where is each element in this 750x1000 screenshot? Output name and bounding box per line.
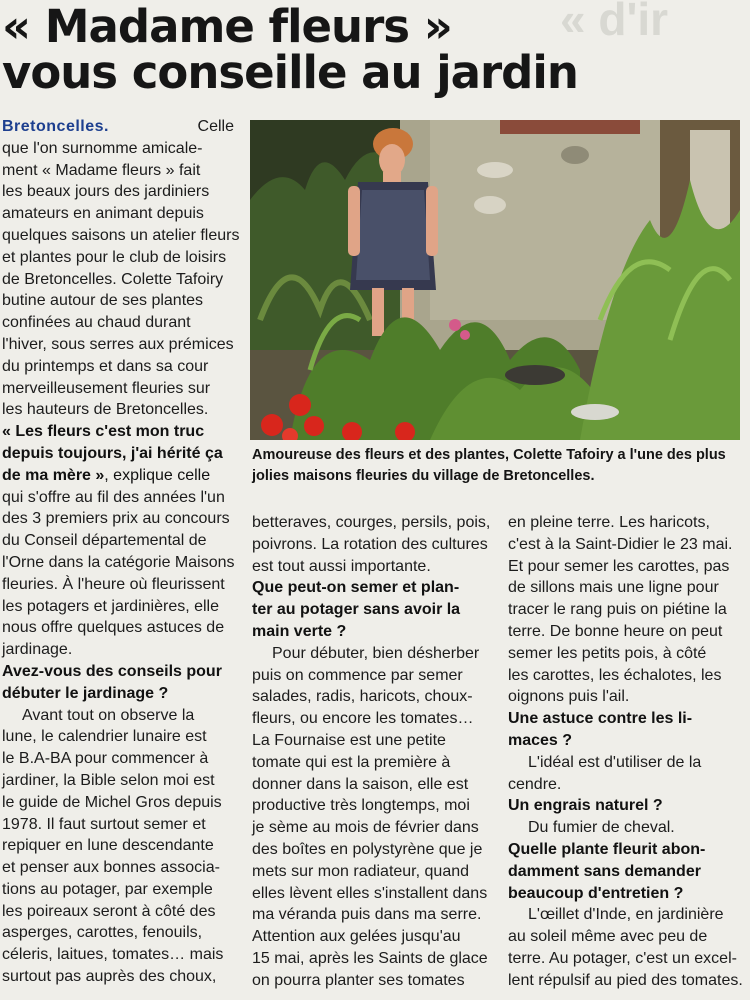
- question-line: Avez-vous des conseils pour: [2, 662, 222, 680]
- body-text-line: est tout aussi importante.: [252, 557, 431, 575]
- body-text-line: lune, le calendrier lunaire est: [2, 728, 207, 746]
- body-text-line: je sème au mois de février dans: [252, 819, 479, 837]
- question-line: Un engrais naturel ?: [508, 797, 663, 815]
- headline-line-2: vous conseille au jardin: [2, 46, 578, 99]
- body-text-line: jardinage.: [2, 641, 73, 659]
- garden-photo-illustration: [250, 120, 740, 440]
- column1-intro-lines: [2, 138, 240, 421]
- answer-2: [252, 643, 490, 992]
- quote-line: [2, 421, 234, 443]
- body-text-line: les potagers et jardinières, elle: [2, 597, 220, 615]
- question-heading-2: [252, 577, 490, 642]
- question-heading-5: [508, 839, 744, 904]
- body-text-line: cendre.: [508, 775, 562, 793]
- answer-3: [508, 752, 744, 796]
- body-text-line: les hauteurs de Bretoncelles.: [2, 401, 209, 419]
- body-text-line: merveilleusement fleuries sur: [2, 379, 211, 397]
- body-text-line: ma véranda puis dans ma serre.: [252, 906, 482, 924]
- body-text-line: asperges, carottes, fenouils,: [2, 924, 203, 942]
- question-heading-3: [508, 708, 744, 752]
- body-text-line: du Conseil départemental de: [2, 532, 207, 550]
- body-text-line: terre. De bonne heure on peut: [508, 622, 723, 640]
- question-line: ter au potager sans avoir la: [252, 601, 461, 619]
- quote-text: « Les fleurs c'est mon truc: [2, 423, 205, 441]
- body-text-line: repiquer en lune descendante: [2, 837, 214, 855]
- body-text-line: en pleine terre. Les haricots,: [508, 514, 710, 531]
- body-text-line: mets sur mon radiateur, quand: [252, 862, 470, 880]
- body-text-line: Pour débuter, bien désherber: [272, 644, 480, 662]
- quote-lines: [2, 421, 234, 486]
- body-text-line: Attention aux gelées jusqu'au: [252, 928, 461, 946]
- question-line: damment sans demander: [508, 862, 701, 880]
- body-text-line: tracer le rang puis on piétine la: [508, 601, 727, 619]
- body-text-line: c'est à la Saint-Didier le 23 mai.: [508, 535, 733, 553]
- body-text-line: le guide de Michel Gros depuis: [2, 793, 222, 811]
- quote-text: de ma mère »: [2, 466, 105, 484]
- body-text-line: au soleil même avec peu de: [508, 928, 708, 946]
- body-text-line: ment « Madame fleurs » fait: [2, 161, 201, 179]
- question-line: débuter le jardinage ?: [2, 684, 169, 702]
- question-line: main verte ?: [252, 622, 347, 640]
- body-text-line: l'hiver, sous serres aux prémices: [2, 335, 234, 353]
- question-line: Que peut-on semer et plan-: [252, 579, 460, 597]
- body-text-line: des boîtes en polystyrène que je: [252, 840, 483, 858]
- body-text-line: tomate qui est la première à: [252, 753, 451, 771]
- headline-line-1: « Madame fleurs »: [2, 0, 452, 53]
- body-text-line: fleurs, ou encore les tomates…: [252, 710, 474, 728]
- body-text-line: tions au potager, par exemple: [2, 880, 213, 898]
- body-text-line: l'Orne dans la catégorie Maisons: [2, 553, 235, 571]
- body-text-line: Et pour semer les carottes, pas: [508, 557, 730, 575]
- body-text-line: et penser aux bonnes associa-: [2, 859, 220, 877]
- body-text-line: productive très longtemps, moi: [252, 797, 470, 815]
- answer-4: [508, 817, 744, 839]
- question-line: beaucoup d'entretien ?: [508, 884, 684, 902]
- question-line: Une astuce contre les li-: [508, 710, 693, 728]
- body-text-line: salades, radis, haricots, choux-: [252, 688, 473, 706]
- body-text-line: de sillons mais une ligne pour: [508, 579, 719, 597]
- body-text-line: céleris, laitues, tomates… mais: [2, 946, 224, 964]
- body-text-line: Du fumier de cheval.: [528, 819, 675, 837]
- photo-caption: Amoureuse des fleurs et des plantes, Colette Tafoiry a l'une des plus jolies maisons fleuries du village de Bretoncelles.: [252, 447, 726, 484]
- quote-line: [2, 465, 234, 487]
- question-line: Quelle plante fleurit abon-: [508, 840, 706, 858]
- body-text-line: Celle: [197, 118, 234, 135]
- body-text-line: et plantes pour le club de loisirs: [2, 248, 227, 266]
- body-text-line: que l'on surnomme amicale-: [2, 139, 203, 157]
- body-text-line: butine autour de ses plantes: [2, 292, 204, 310]
- body-text-line: La Fournaise est une petite: [252, 731, 446, 749]
- answer-5: [508, 904, 744, 991]
- body-text-line: les beaux jours des jardiniers: [2, 183, 210, 201]
- body-text-line: on pourra planter ses tomates: [252, 971, 465, 989]
- column1-middle-lines: [2, 487, 234, 661]
- body-text-line: fleuries. À l'heure où fleurissent: [2, 575, 225, 593]
- body-text-line: puis on commence par semer: [252, 666, 463, 684]
- question-heading-1: [2, 661, 234, 705]
- body-text-line: de Bretoncelles. Colette Tafoiry: [2, 270, 224, 288]
- body-text-line: du printemps et dans sa cour: [2, 357, 209, 375]
- body-text-line: donner dans la saison, elle est: [252, 775, 469, 793]
- body-text-line: les poireaux seront à côté des: [2, 902, 216, 920]
- column3-intro-lines: [508, 512, 744, 708]
- column2-intro-lines: [252, 512, 490, 577]
- body-text-line: jardiner, la Bible selon moi est: [2, 771, 215, 789]
- body-text-line: qui s'offre au fil des années l'un: [2, 488, 225, 506]
- article-column-2: [252, 512, 490, 992]
- body-text-line: poivrons. La rotation des cultures: [252, 535, 488, 553]
- body-text-line: elles lèvent elles s'installent dans: [252, 884, 488, 902]
- quote-line: [2, 443, 234, 465]
- body-text-line: quelques saisons un atelier fleurs: [2, 226, 240, 244]
- body-text-line: Avant tout on observe la: [22, 706, 195, 724]
- garden-photo: [250, 120, 740, 440]
- body-text-line: nous offre quelques astuces de: [2, 619, 225, 637]
- article-column-3: [508, 512, 744, 992]
- body-text-line: le B.A-BA pour commencer à: [2, 750, 209, 768]
- body-text-line: L'idéal est d'utiliser de la: [528, 753, 702, 771]
- body-text-line: semer les petits pois, à côté: [508, 644, 707, 662]
- body-text-line: les carottes, les échalotes, les: [508, 666, 722, 684]
- question-heading-4: [508, 795, 744, 817]
- attribution-text: , explique celle: [104, 466, 211, 484]
- body-text-line: terre. Au potager, c'est un excel-: [508, 949, 737, 967]
- body-text-line: surtout pas auprès des choux,: [2, 968, 217, 986]
- article-column-1: [2, 116, 240, 988]
- adjacent-article-headline-fragment: « d'ir: [560, 0, 669, 45]
- body-text-line: amateurs en animant depuis: [2, 205, 204, 223]
- body-text-line: lent répulsif au pied des tomates.: [508, 971, 743, 989]
- body-text-line: confinées au chaud durant: [2, 314, 191, 332]
- body-text-line: L'œillet d'Inde, en jardinière: [528, 906, 724, 924]
- body-text-line: oignons puis l'ail.: [508, 688, 630, 706]
- quote-text: depuis toujours, j'ai hérité ça: [2, 444, 223, 462]
- body-text-line: betteraves, courges, persils, pois,: [252, 514, 491, 531]
- dateline-location: Bretoncelles.: [2, 118, 109, 135]
- body-text-line: 15 mai, après les Saints de glace: [252, 949, 488, 967]
- column1-first-line: [2, 116, 234, 138]
- question-line: maces ?: [508, 731, 573, 749]
- answer-1: [2, 705, 234, 988]
- body-text-line: des 3 premiers prix au concours: [2, 510, 230, 528]
- body-text-line: 1978. Il faut surtout semer et: [2, 815, 206, 833]
